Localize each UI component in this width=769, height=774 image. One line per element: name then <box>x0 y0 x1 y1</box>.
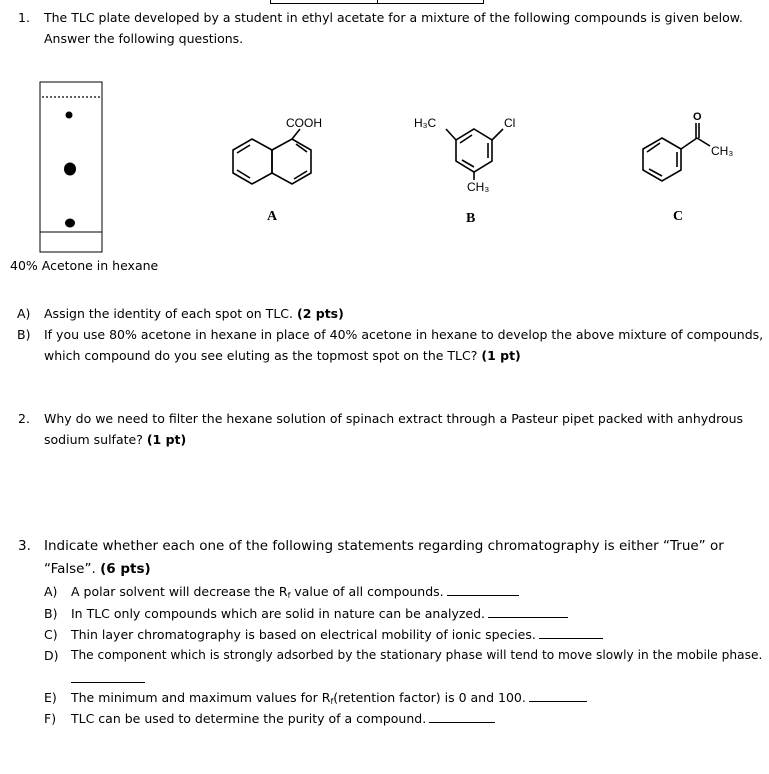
q3c-answer-blank[interactable] <box>539 637 603 639</box>
q3f-statement: TLC can be used to determine the purity of a compound. <box>71 711 495 726</box>
q2-line2: sodium sulfate? (1 pt) <box>44 432 187 447</box>
q1-number: 1. <box>18 10 30 25</box>
q3e-statement: The minimum and maximum values for $R_f(retention$ factor) is 0 and 100. <box>71 690 587 706</box>
q3a-statement: A polar solvent will decrease the $R_f$ value of all compounds. <box>71 584 519 600</box>
q3-line1: Indicate whether each one of the following statements regarding chromatography is either “True” or <box>44 538 724 554</box>
q3a-answer-blank[interactable] <box>447 594 519 596</box>
q3f-letter: F) <box>44 711 57 726</box>
q1b-letter: B) <box>17 327 31 342</box>
q1a-text: Assign the identity of each spot on TLC. (2 pts) <box>44 306 344 321</box>
compound-c-label: C <box>673 209 684 224</box>
q1b-line1: If you use 80% acetone in hexane in place of 40% acetone in hexane to develop the above mixture of compounds, <box>44 327 764 342</box>
q3f-answer-blank[interactable] <box>429 721 495 723</box>
compound-c-oxygen: O <box>693 111 702 123</box>
q3c-letter: C) <box>44 627 58 642</box>
q3-line2: “False”. (6 pts) <box>44 561 151 577</box>
q3a-letter: A) <box>44 584 58 599</box>
q3e-letter: E) <box>44 690 57 705</box>
q3d-answer-blank[interactable] <box>71 682 145 683</box>
q1b-line2: which compound do you see eluting as the topmost spot on the TLC? (1 pt) <box>44 348 521 363</box>
q3c-statement: Thin layer chromatography is based on electrical mobility of ionic species. <box>71 627 603 642</box>
compound-b-ch3: CH₃ <box>467 180 490 194</box>
q2-number: 2. <box>18 411 30 426</box>
q3b-statement: In TLC only compounds which are solid in nature can be analyzed. <box>71 606 568 621</box>
compound-a-cooh: COOH <box>286 116 322 130</box>
q3-number: 3. <box>18 538 31 554</box>
q1-line1: The TLC plate developed by a student in ethyl acetate for a mixture of the following compounds is given below. <box>44 10 743 25</box>
q3d-letter: D) <box>44 648 59 663</box>
q3d-statement: The component which is strongly adsorbed by the stationary phase will tend to move slowly in the mobile phase. <box>71 648 763 662</box>
q1-line2: Answer the following questions. <box>44 31 244 46</box>
compound-b-cl: Cl <box>504 116 516 130</box>
compound-b-h3c: H₃C <box>414 116 437 130</box>
compound-b-label: B <box>466 211 476 226</box>
q3e-answer-blank[interactable] <box>529 700 587 702</box>
q3b-answer-blank[interactable] <box>488 616 568 618</box>
compound-c-ch3: CH₃ <box>711 144 734 158</box>
compound-a-label: A <box>267 209 278 224</box>
q1a-letter: A) <box>17 306 31 321</box>
q2-line1: Why do we need to filter the hexane solution of spinach extract through a Pasteur pipet packed with anhydrous <box>44 411 744 426</box>
tlc-solvent-label: 40% Acetone in hexane <box>10 258 159 273</box>
q3b-letter: B) <box>44 606 58 621</box>
